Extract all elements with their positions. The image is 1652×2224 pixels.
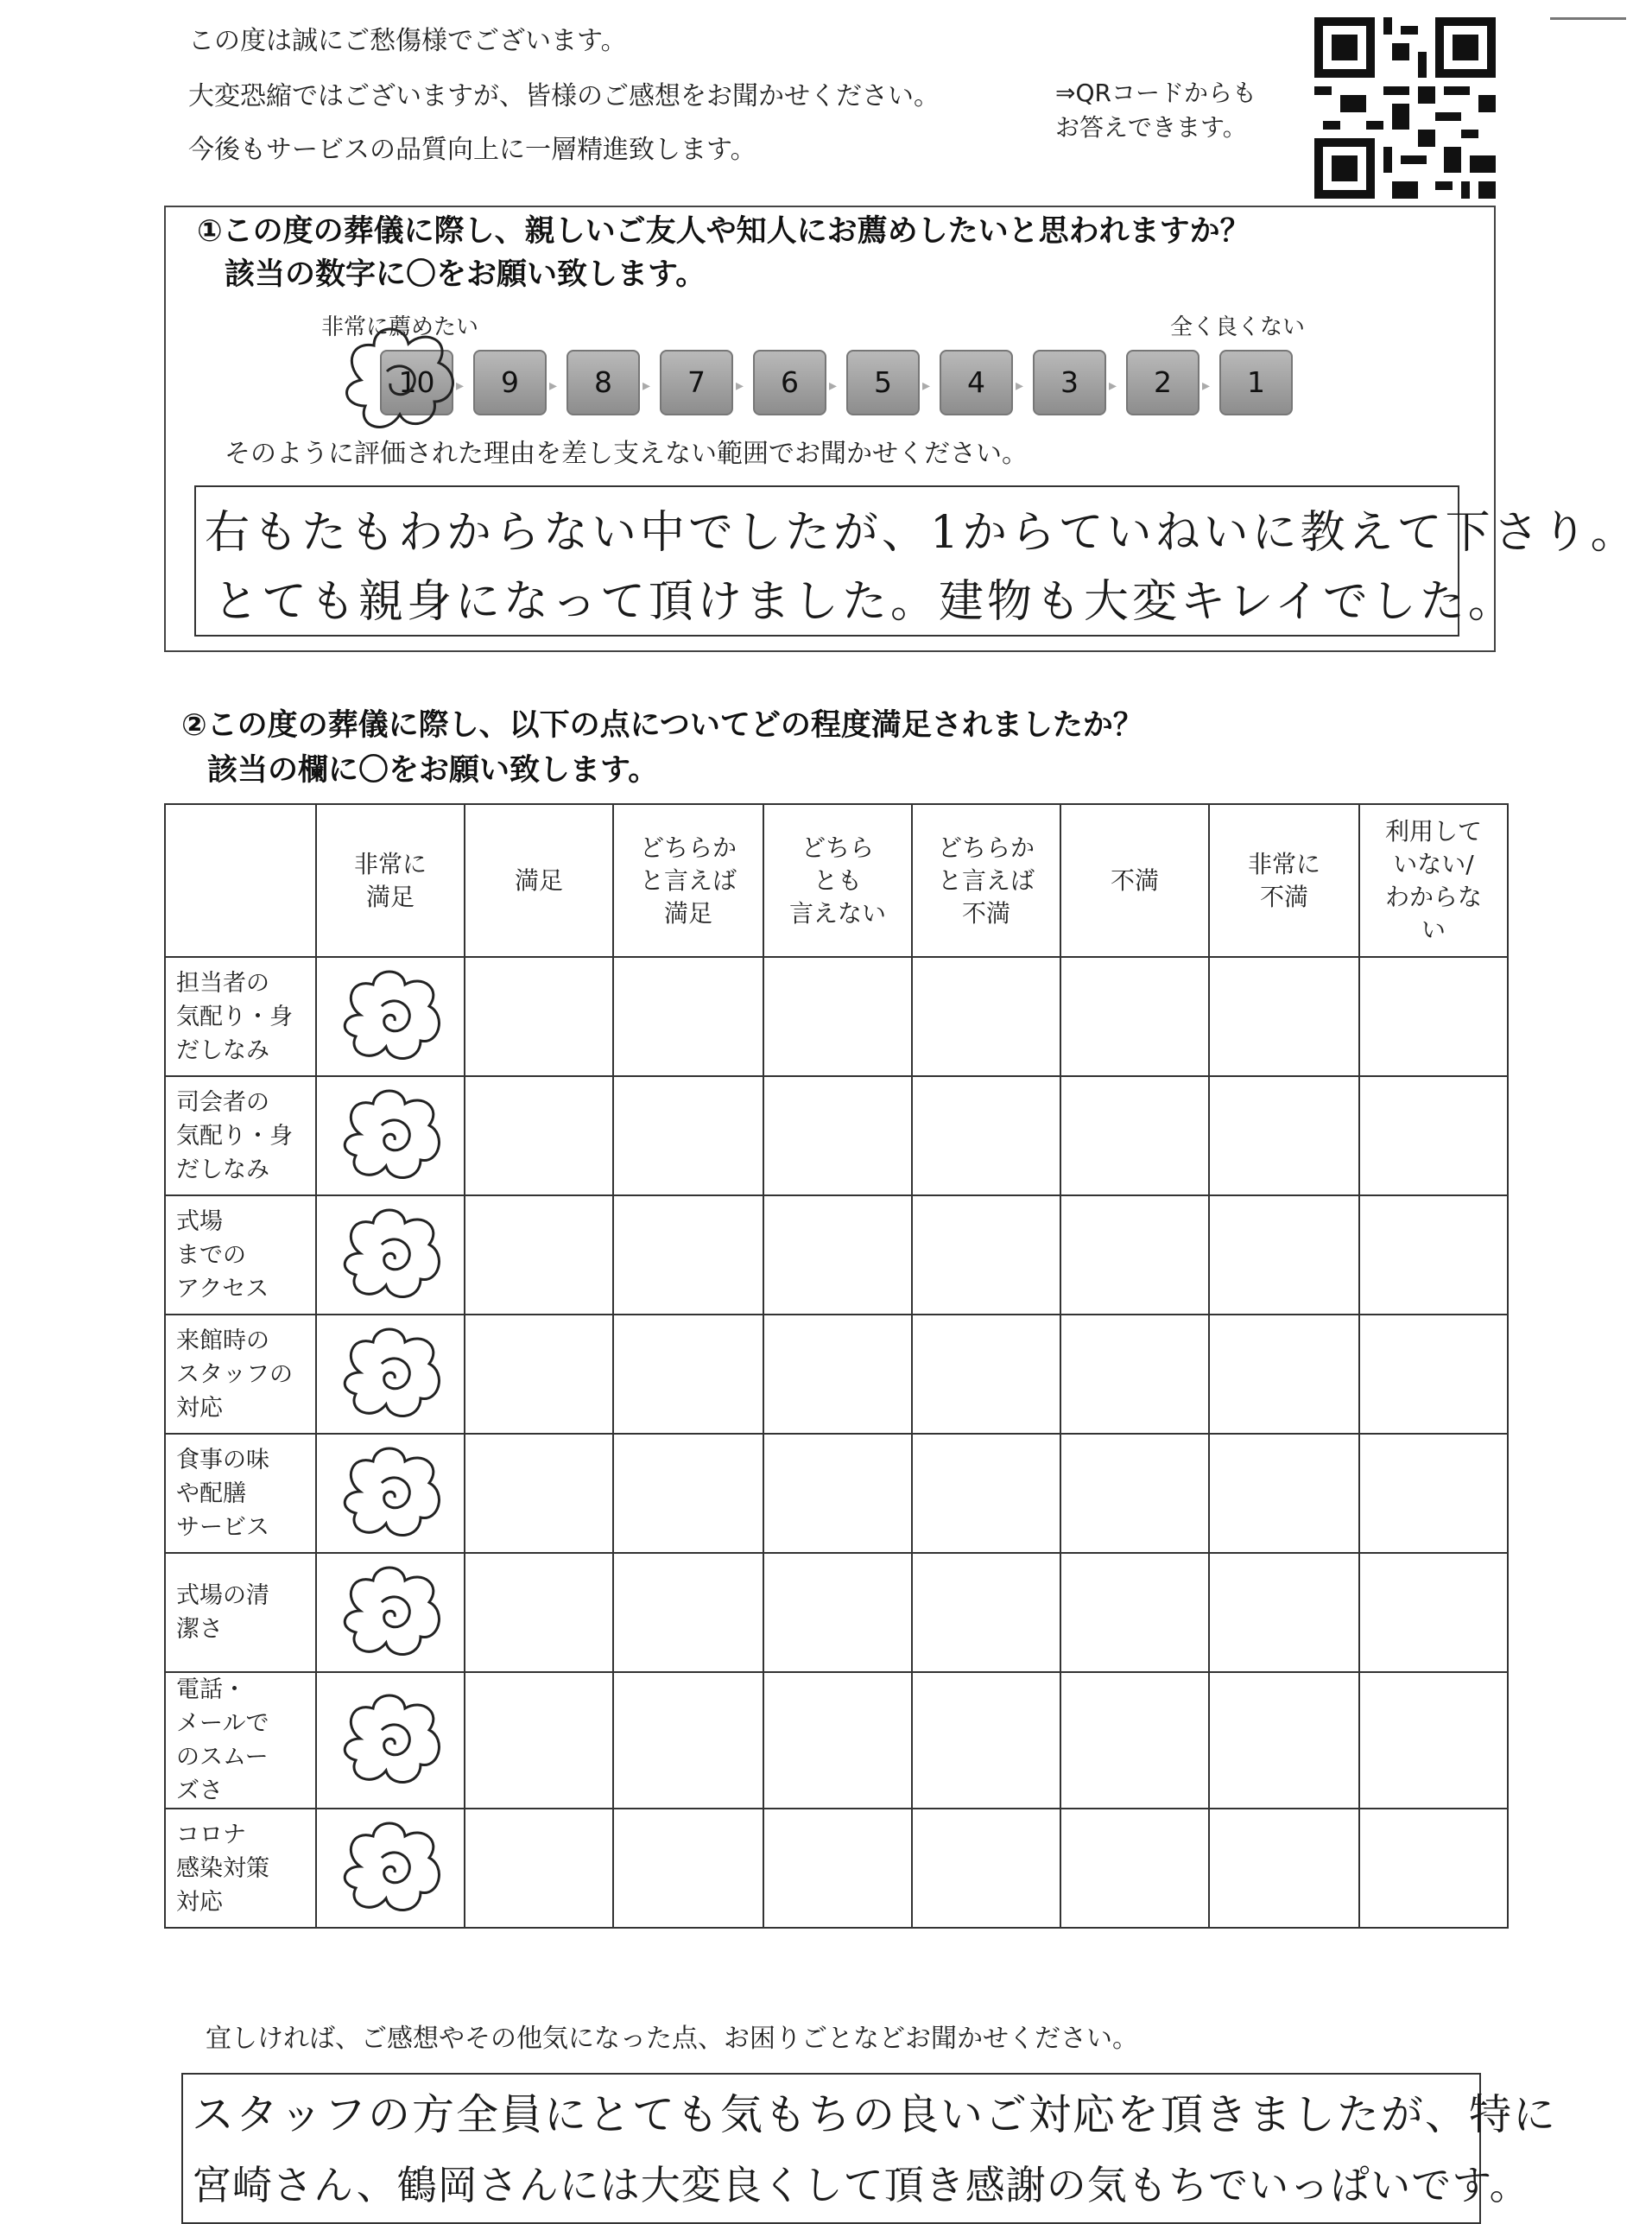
row-label-text: アクセス <box>176 1275 269 1302</box>
choice-cell[interactable] <box>1209 1809 1359 1928</box>
choice-cell[interactable] <box>763 1315 912 1434</box>
qr-note <box>1055 76 1256 145</box>
choice-cell[interactable] <box>1209 1553 1359 1672</box>
row-label-text: までの <box>176 1241 246 1269</box>
row-label-text: ズさ <box>176 1777 223 1804</box>
reason-answer-box[interactable] <box>194 485 1639 637</box>
hand-drawn-circle-icon <box>326 320 473 440</box>
choice-cell[interactable] <box>1359 1076 1508 1195</box>
question-2-title-line-2: 該当の欄に〇をお願い致します。 <box>207 753 659 788</box>
choice-cell[interactable] <box>613 1672 763 1809</box>
table-row <box>165 1195 1508 1315</box>
satisfaction-grid <box>164 803 1509 1929</box>
row-label-text: 感染対策 <box>176 1854 269 1882</box>
choice-cell[interactable] <box>613 1553 763 1672</box>
choice-cell[interactable] <box>1209 1195 1359 1315</box>
column-header <box>1060 804 1209 957</box>
column-header-text: 満足 <box>365 882 415 911</box>
score-button-1[interactable]: 1 <box>1219 350 1293 415</box>
qr-note-line-1: ⇒QRコードからも <box>1055 79 1256 107</box>
choice-cell[interactable] <box>763 957 912 1076</box>
column-header-text: いない/ <box>1393 849 1474 878</box>
choice-cell[interactable] <box>1060 1195 1209 1315</box>
scale-arrow-icon: ▸ <box>829 377 838 395</box>
choice-cell[interactable] <box>613 1809 763 1928</box>
choice-cell-selected[interactable] <box>316 957 465 1076</box>
table-row <box>165 1315 1508 1434</box>
column-header-text: 利用して <box>1384 816 1482 846</box>
choice-cell-selected[interactable] <box>316 1076 465 1195</box>
row-label-text: 潔さ <box>176 1616 223 1643</box>
choice-cell[interactable] <box>465 1195 613 1315</box>
column-header <box>912 804 1060 957</box>
choice-cell[interactable] <box>1359 1553 1508 1672</box>
choice-cell[interactable] <box>1209 1434 1359 1553</box>
score-button-2[interactable]: 2 <box>1126 350 1199 415</box>
score-button-3[interactable]: 3 <box>1033 350 1106 415</box>
scale-arrow-icon: ▸ <box>1016 377 1024 395</box>
score-button-6[interactable]: 6 <box>753 350 826 415</box>
column-header-text: どちらか <box>937 833 1035 862</box>
column-header <box>465 804 613 957</box>
score-button-9[interactable]: 9 <box>473 350 547 415</box>
choice-cell[interactable] <box>1209 1076 1359 1195</box>
table-row <box>165 1672 1508 1809</box>
choice-cell[interactable] <box>1060 1553 1209 1672</box>
row-label-text: 来館時の <box>176 1327 269 1354</box>
row-label-text: 電話・ <box>176 1676 246 1703</box>
column-header <box>1209 804 1359 957</box>
column-header-text: 満足 <box>663 898 712 928</box>
choice-cell[interactable] <box>1359 1195 1508 1315</box>
row-label-text: 司会者の <box>176 1088 269 1116</box>
column-header <box>1359 804 1508 957</box>
row-label-text: 食事の味 <box>176 1446 269 1473</box>
choice-cell-selected[interactable] <box>316 1672 465 1809</box>
table-row <box>165 1434 1508 1553</box>
hand-drawn-circle-icon <box>334 1325 446 1424</box>
question-1-title-line-2: 該当の数字に〇をお願い致します。 <box>225 257 706 292</box>
column-header <box>613 804 763 957</box>
choice-cell[interactable] <box>763 1076 912 1195</box>
scan-mark <box>1550 17 1626 20</box>
choice-cell[interactable] <box>465 1809 613 1928</box>
choice-cell[interactable] <box>912 1553 1060 1672</box>
scale-arrow-icon: ▸ <box>456 377 465 395</box>
column-header-text: 非常に <box>1247 849 1320 878</box>
row-label <box>165 1076 316 1195</box>
choice-cell[interactable] <box>763 1553 912 1672</box>
choice-cell[interactable] <box>912 1672 1060 1809</box>
row-label <box>165 1809 316 1928</box>
scale-arrow-icon: ▸ <box>1202 377 1211 395</box>
scale-arrow-icon: ▸ <box>642 377 651 395</box>
choice-cell[interactable] <box>613 1315 763 1434</box>
choice-cell-selected[interactable] <box>316 1195 465 1315</box>
comments-prompt: 宜しければ、ご感想やその他気になった点、お困りごとなどお聞かせください。 <box>206 2024 1138 2054</box>
hand-drawn-circle-icon <box>334 1087 446 1186</box>
row-label-text: だしなみ <box>176 1156 269 1183</box>
comments-answer-line-2: 宮崎さん、鶴岡さんには大変良くして頂き感謝の気もちでいっぱいです。 <box>192 2162 1530 2208</box>
table-row <box>165 1553 1508 1672</box>
choice-cell[interactable] <box>1209 957 1359 1076</box>
choice-cell[interactable] <box>912 1434 1060 1553</box>
hand-drawn-circle-icon <box>334 1444 446 1543</box>
table-row <box>165 1076 1508 1195</box>
intro-line-2: 大変恐縮ではございますが、皆様のご感想をお聞かせください。 <box>188 81 940 111</box>
scale-label-low: 全く良くない <box>1170 314 1306 340</box>
scale-arrow-icon: ▸ <box>922 377 931 395</box>
choice-cell[interactable] <box>1060 1076 1209 1195</box>
column-header-text: わからな <box>1384 882 1482 911</box>
choice-cell[interactable] <box>613 957 763 1076</box>
choice-cell[interactable] <box>1060 1315 1209 1434</box>
choice-cell[interactable] <box>1209 1315 1359 1434</box>
column-header-text: と言えば <box>639 865 737 895</box>
table-row <box>165 957 1508 1076</box>
row-label <box>165 1195 316 1315</box>
choice-cell[interactable] <box>912 1809 1060 1928</box>
choice-cell[interactable] <box>763 1195 912 1315</box>
question-2-title-line-1: ②この度の葬儀に際し、以下の点についてどの程度満足されましたか？ <box>181 708 1143 743</box>
choice-cell[interactable] <box>1359 1672 1508 1809</box>
row-label-text: スタッフの <box>176 1360 293 1388</box>
choice-cell[interactable] <box>1359 957 1508 1076</box>
column-header-text: 言えない <box>788 898 886 928</box>
column-header-text: 非常に <box>353 849 427 878</box>
hand-drawn-circle-icon <box>334 1206 446 1305</box>
column-header-text: どちら <box>801 833 874 862</box>
choice-cell[interactable] <box>912 1195 1060 1315</box>
scale-arrow-icon: ▸ <box>549 377 558 395</box>
grid-corner-cell <box>165 804 316 957</box>
choice-cell[interactable] <box>465 957 613 1076</box>
score-button-5[interactable]: 5 <box>846 350 920 415</box>
comments-answer-line-1: スタッフの方全員にとても気もちの良いご対応を頂きましたが、特に <box>192 2090 1558 2139</box>
choice-cell[interactable] <box>1060 1672 1209 1809</box>
reason-answer-line-1: 右もたもわからない中でしたが、1からていねいに教えて下さり。 <box>205 507 1639 559</box>
intro-line-1: この度は誠にご愁傷様でございます。 <box>188 26 627 56</box>
choice-cell[interactable] <box>912 957 1060 1076</box>
column-header <box>316 804 465 957</box>
row-label <box>165 1315 316 1434</box>
row-label <box>165 1434 316 1553</box>
choice-cell[interactable] <box>613 1195 763 1315</box>
hand-drawn-circle-icon <box>334 1819 446 1918</box>
column-header-text: 満足 <box>514 865 563 895</box>
row-label-text: 式場の清 <box>176 1582 269 1609</box>
hand-drawn-circle-icon <box>334 967 446 1067</box>
scale-label-high: 非常に薦めたい <box>321 314 479 340</box>
choice-cell[interactable] <box>1060 957 1209 1076</box>
choice-cell[interactable] <box>1060 1809 1209 1928</box>
choice-cell[interactable] <box>763 1809 912 1928</box>
qr-note-line-2: お答えできます。 <box>1055 113 1247 142</box>
choice-cell[interactable] <box>1359 1809 1508 1928</box>
question-1-title-line-1: ①この度の葬儀に際し、親しいご友人や知人にお薦めしたいと思われますか？ <box>197 214 1250 249</box>
choice-cell[interactable] <box>465 1315 613 1434</box>
column-header-text: とも <box>813 865 862 895</box>
row-label-text: コロナ <box>176 1821 246 1848</box>
score-button-8[interactable]: 8 <box>566 350 640 415</box>
choice-cell[interactable] <box>1209 1672 1359 1809</box>
comments-answer-box[interactable] <box>181 2073 1558 2224</box>
choice-cell[interactable] <box>613 1434 763 1553</box>
score-button-4[interactable]: 4 <box>940 350 1013 415</box>
score-button-10[interactable]: 10 <box>380 350 453 415</box>
choice-cell[interactable] <box>912 1076 1060 1195</box>
row-label-text: サービス <box>176 1513 269 1541</box>
row-label-text: のスムー <box>176 1744 269 1771</box>
choice-cell[interactable] <box>465 1434 613 1553</box>
column-header-text: どちらか <box>639 833 737 862</box>
choice-cell[interactable] <box>613 1076 763 1195</box>
choice-cell[interactable] <box>465 1672 613 1809</box>
column-header <box>763 804 912 957</box>
reason-answer-line-2: とても親身になって頂けました。建物も大変キレイでした。 <box>213 576 1516 628</box>
column-header-text: い <box>1421 915 1446 944</box>
row-label <box>165 1553 316 1672</box>
row-label-text: メールで <box>176 1710 269 1737</box>
choice-cell[interactable] <box>912 1315 1060 1434</box>
row-label <box>165 957 316 1076</box>
row-label-text: 気配り・身 <box>176 1122 293 1150</box>
choice-cell-selected[interactable] <box>316 1809 465 1928</box>
choice-cell-selected[interactable] <box>316 1315 465 1434</box>
choice-cell[interactable] <box>1359 1434 1508 1553</box>
column-header-text: 不満 <box>961 898 1010 928</box>
choice-cell[interactable] <box>763 1672 912 1809</box>
row-label-text: 式場 <box>176 1207 223 1235</box>
choice-cell-selected[interactable] <box>316 1553 465 1672</box>
scale-arrow-icon: ▸ <box>1109 377 1117 395</box>
column-header-text: 不満 <box>1259 882 1308 911</box>
choice-cell[interactable] <box>1359 1315 1508 1434</box>
choice-cell[interactable] <box>763 1434 912 1553</box>
scale-arrow-icon: ▸ <box>736 377 744 395</box>
score-button-7[interactable]: 7 <box>660 350 733 415</box>
hand-drawn-circle-icon <box>334 1691 446 1790</box>
choice-cell[interactable] <box>465 1076 613 1195</box>
row-label <box>165 1672 316 1809</box>
choice-cell[interactable] <box>1060 1434 1209 1553</box>
column-header-text: と言えば <box>937 865 1035 895</box>
row-label-text: 担当者の <box>176 969 269 997</box>
row-label-text: や配膳 <box>176 1479 246 1507</box>
reason-prompt: そのように評価された理由を差し支えない範囲でお聞かせください。 <box>225 439 1028 469</box>
intro-line-3: 今後もサービスの品質向上に一層精進致します。 <box>188 135 756 165</box>
row-label-text: だしなみ <box>176 1036 269 1064</box>
row-label-text: 対応 <box>176 1394 223 1422</box>
table-row <box>165 1809 1508 1928</box>
row-label-text: 気配り・身 <box>176 1003 293 1030</box>
choice-cell-selected[interactable] <box>316 1434 465 1553</box>
hand-drawn-circle-icon <box>334 1563 446 1663</box>
choice-cell[interactable] <box>465 1553 613 1672</box>
row-label-text: 対応 <box>176 1888 223 1916</box>
column-header-text: 不満 <box>1110 865 1159 895</box>
qr-code-icon[interactable] <box>1314 17 1496 199</box>
grid-header-row <box>165 804 1508 957</box>
